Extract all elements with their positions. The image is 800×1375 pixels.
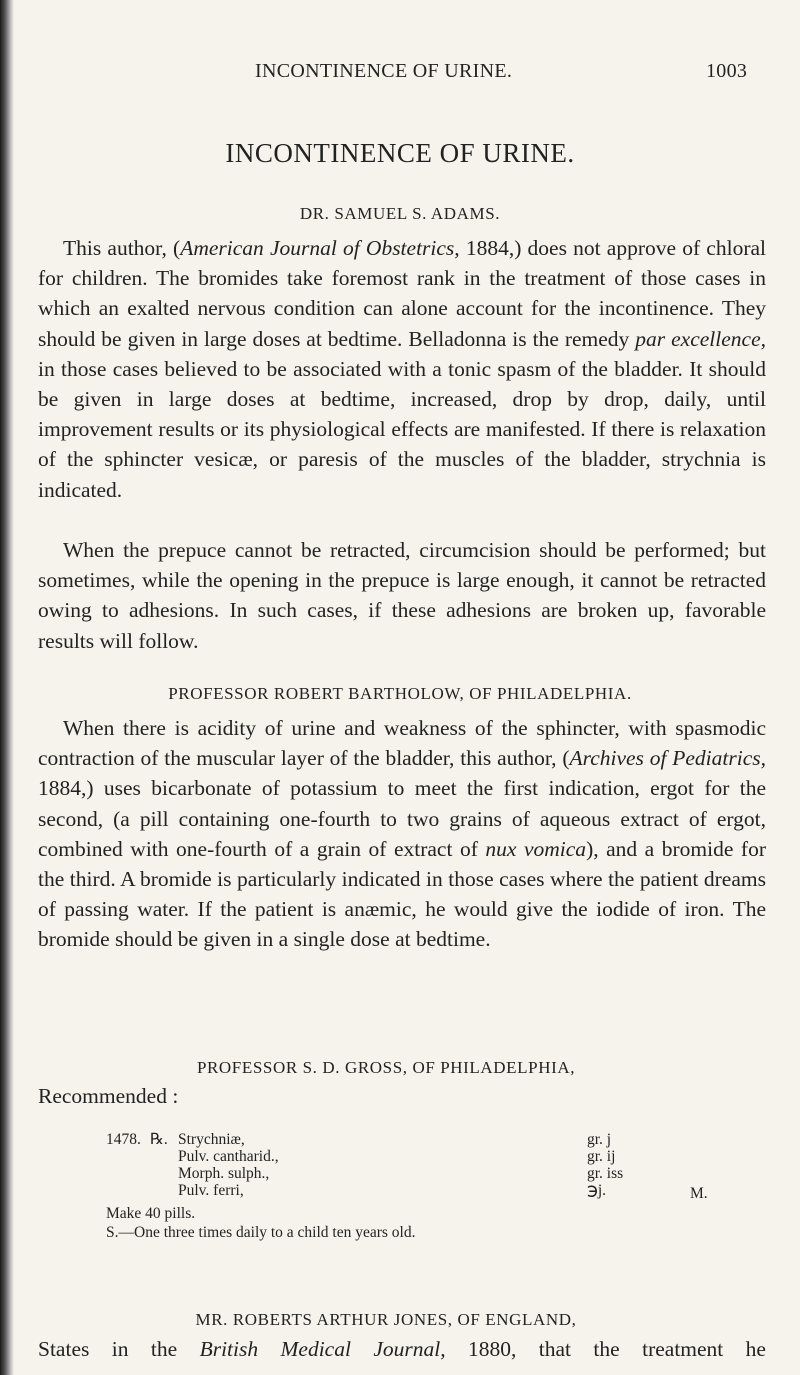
ingredient-name: Pulv. ferri, (178, 1182, 244, 1199)
prescription-signa: S.—One three times daily to a child ten years old. (106, 1224, 416, 1241)
recipe-symbol: ℞. (150, 1131, 168, 1148)
paragraph-jones-partial (38, 1337, 766, 1362)
paragraph-text: 1884,) uses bicarbonate of potassium to meet the first indication, ergot for the second, (a pill containing one-fourth to two grains of aqueous extract of ergot, combined with one-fourth of a grain of extract of (38, 776, 766, 861)
page-number: 1003 (706, 60, 748, 82)
ingredient-dose: gr. ij (587, 1148, 616, 1165)
prescription-number: 1478. (106, 1131, 141, 1148)
ingredient-dose: gr. j (587, 1131, 612, 1148)
recommended-label: Recommended : (38, 1084, 179, 1108)
ingredient-name: Strychniæ, (178, 1131, 245, 1148)
paragraph-text: in those cases believed to be associated with a tonic spasm of the bladder. It should be given in large doses at bedtime, increased, drop by drop, daily, until improvement results or its physiological effects are manifested. If there is relaxation of the sphincter vesicæ, or paresis of the muscles of the bladder, strychnia is indicated. (38, 356, 766, 502)
journal-title: Archives of Pediatrics, (569, 746, 766, 771)
section-heading-adams: DR. SAMUEL S. ADAMS. (299, 204, 501, 223)
section-heading-gross: PROFESSOR S. D. GROSS, OF PHILADELPHIA, (196, 1058, 576, 1077)
ingredient-name: Morph. sulph., (178, 1165, 270, 1182)
running-head (0, 60, 800, 90)
prescription-block (0, 1131, 800, 1261)
misce-mark: M. (690, 1185, 708, 1202)
chapter-title: INCONTINENCE OF URINE. (225, 138, 575, 168)
paragraph-text: When the prepuce cannot be retracted, circumcision should be performed; but sometimes, while the opening in the prepuce is large enough, it cannot be retracted owing to adhesions. In such cases, if these adhesions are broken up, favorable results will follow. (38, 538, 766, 653)
paragraph-text: 1880, that the treatment he (445, 1337, 766, 1361)
paragraph-bartholow (38, 713, 766, 955)
ingredient-name: Pulv. cantharid., (178, 1148, 279, 1165)
italic-phrase: nux vomica (485, 836, 587, 861)
section-heading-jones: MR. ROBERTS ARTHUR JONES, OF ENGLAND, (195, 1310, 577, 1329)
paragraph-text: This author, ( (63, 236, 181, 260)
paragraph-text: 1884,) does not approve of chloral for children. The bromides take foremost rank in the treatment of those cases in which an exalted nervous condition can alone account for the incontinence. They should be given in large doses at bedtime. Belladonna is the remedy (38, 236, 767, 351)
paragraph-text: ), and a bromide for the third. A bromide is particularly indicated in those cases where the patient dreams of passing water. If the patient is anæmic, he would give the iodide of iron. The bromide should be given in a single dose at bedtime. (38, 836, 766, 952)
paragraph-text: When there is acidity of urine and weakness of the sphincter, with spasmodic contraction of the muscular layer of the bladder, this author, ( (38, 716, 766, 771)
ingredient-dose: gr. iss (587, 1165, 624, 1182)
italic-phrase: par excellence, (635, 326, 766, 351)
paragraph-adams-1 (38, 233, 766, 505)
paragraph-text: States in the (38, 1337, 200, 1361)
ingredient-dose: ℈j. (587, 1182, 607, 1199)
journal-title: British Medical Journal, (199, 1337, 446, 1361)
paragraph-adams-2 (38, 535, 766, 656)
section-heading-bartholow: PROFESSOR ROBERT BARTHOLOW, OF PHILADELPHIA. (168, 684, 632, 703)
journal-title: American Journal of Obstetrics, (180, 236, 460, 260)
prescription-make: Make 40 pills. (106, 1205, 196, 1222)
running-head-title: INCONTINENCE OF URINE. (255, 60, 513, 82)
